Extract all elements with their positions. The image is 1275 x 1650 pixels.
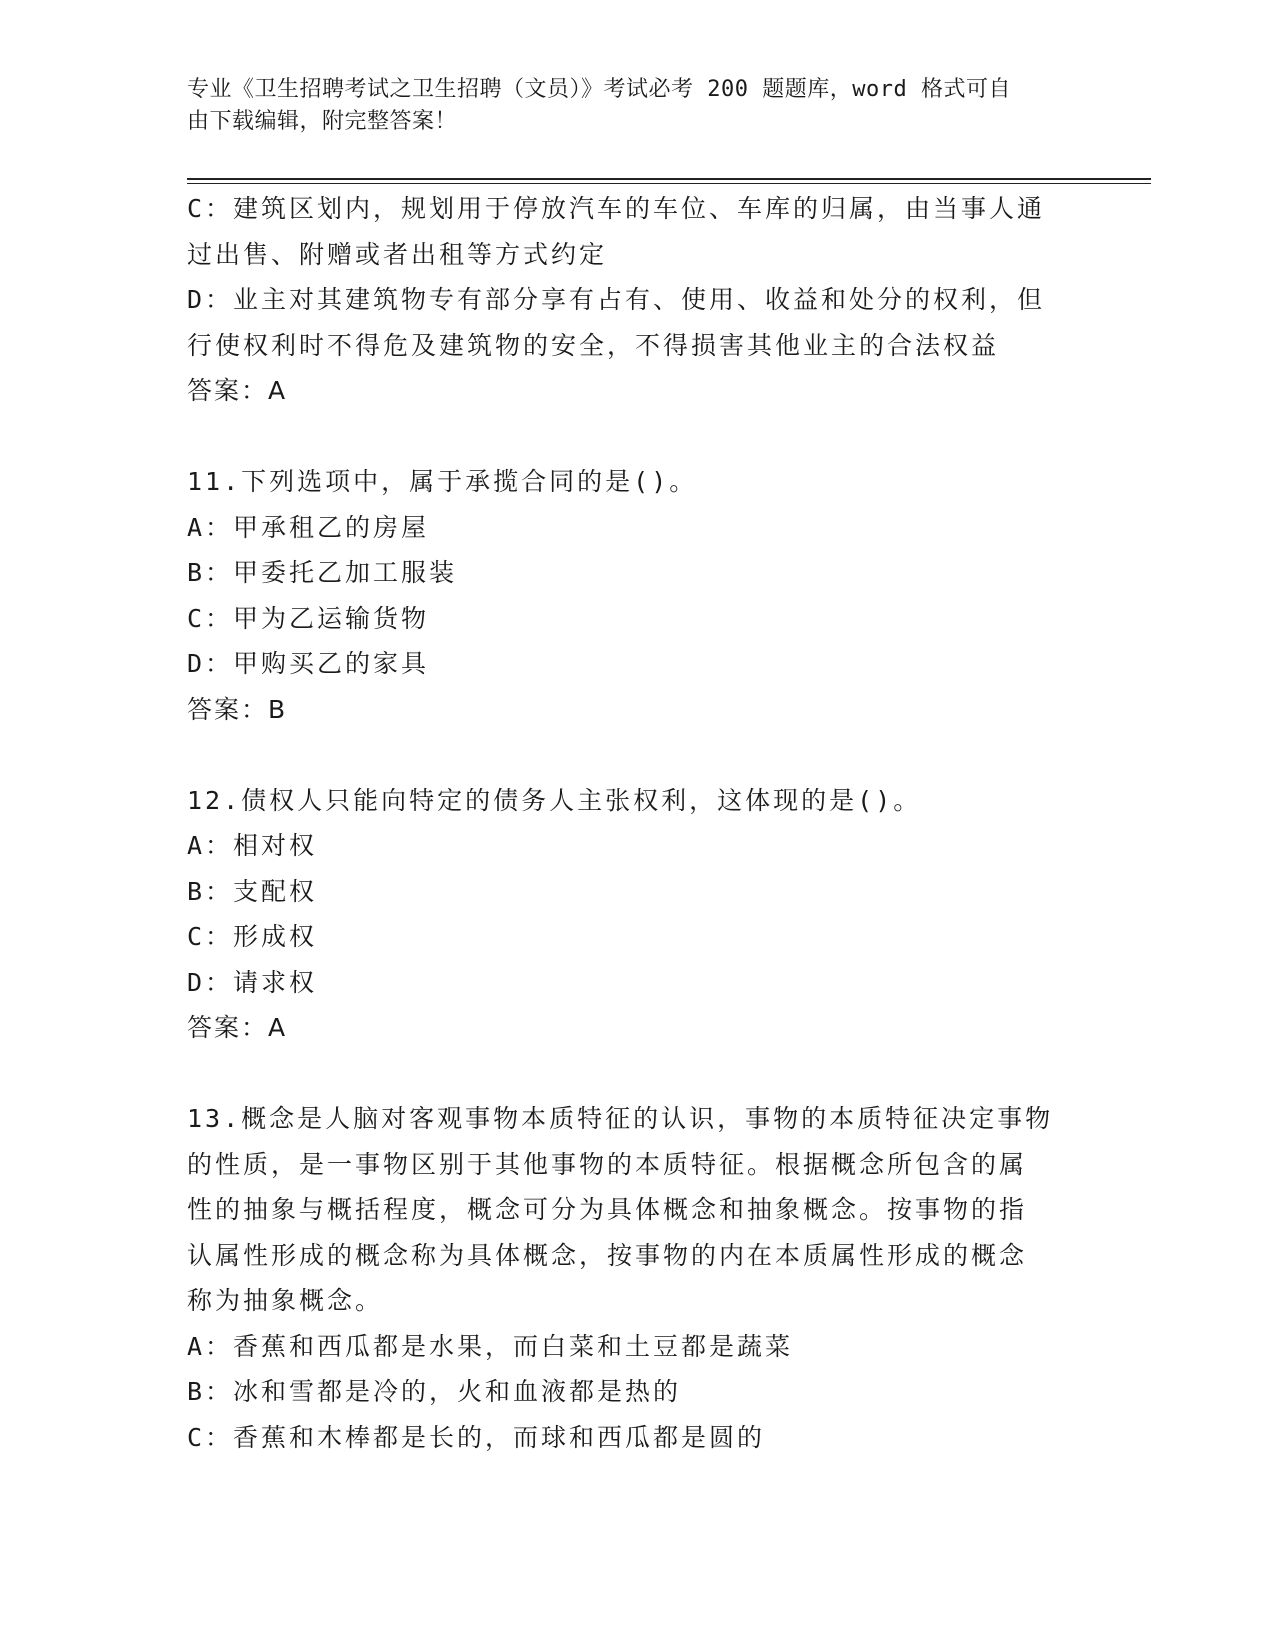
spacer xyxy=(187,1051,1077,1097)
answer-label: 答案：B xyxy=(187,694,288,724)
question-stem-line-4: 认属性形成的概念称为具体概念，按事物的内在本质属性形成的概念 xyxy=(187,1240,1028,1270)
option-c: C：形成权 xyxy=(187,922,318,951)
header-title-line-1: 专业《卫生招聘考试之卫生招聘（文员）》考试必考 200 题题库，word 格式可自 xyxy=(187,77,1011,102)
option-a: A：相对权 xyxy=(187,831,318,860)
spacer xyxy=(187,414,1077,460)
option-d: D：请求权 xyxy=(187,967,318,997)
option-c-line-1: C：建筑区划内，规划用于停放汽车的车位、车库的归属，由当事人通 xyxy=(187,194,1046,223)
question-stem: 12.债权人只能向特定的债务人主张权利，这体现的是()。 xyxy=(187,785,922,815)
option-b: B：冰和雪都是冷的，火和血液都是热的 xyxy=(187,1377,682,1406)
option-c-line-2: 过出售、附赠或者出租等方式约定 xyxy=(187,239,608,269)
answer-label: 答案：A xyxy=(187,376,288,405)
question-stem-line-3: 性的抽象与概括程度，概念可分为具体概念和抽象概念。按事物的指 xyxy=(187,1195,1028,1224)
question-stem-line-2: 的性质，是一事物区别于其他事物的本质特征。根据概念所包含的属 xyxy=(187,1149,1028,1179)
question-stem-line-1: 13.概念是人脑对客观事物本质特征的认识，事物的本质特征决定事物 xyxy=(187,1104,1054,1133)
question-10-tail xyxy=(187,186,1077,414)
question-11 xyxy=(187,459,1077,732)
option-c: C：甲为乙运输货物 xyxy=(187,603,430,633)
answer-label: 答案：A xyxy=(187,1013,288,1042)
header-rule-thick xyxy=(187,178,1151,180)
option-d-line-1: D：业主对其建筑物专有部分享有占有、使用、收益和处分的权利，但 xyxy=(187,285,1046,314)
option-a: A：甲承租乙的房屋 xyxy=(187,512,430,542)
option-d: D：甲购买乙的家具 xyxy=(187,649,430,678)
question-12 xyxy=(187,778,1077,1051)
spacer xyxy=(187,732,1077,778)
question-content xyxy=(187,186,1077,1460)
header-rule-thin xyxy=(187,183,1151,184)
question-stem: 11.下列选项中，属于承揽合同的是()。 xyxy=(187,467,698,496)
option-a: A：香蕉和西瓜都是水果，而白菜和土豆都是蔬菜 xyxy=(187,1331,794,1361)
document-header xyxy=(187,74,1067,138)
option-b: B：甲委托乙加工服装 xyxy=(187,558,458,587)
header-title-line-2: 由下载编辑，附完整答案！ xyxy=(187,109,458,134)
option-b: B：支配权 xyxy=(187,876,318,906)
option-d-line-2: 行使权利时不得危及建筑物的安全，不得损害其他业主的合法权益 xyxy=(187,330,1000,360)
question-13 xyxy=(187,1096,1077,1460)
option-c: C：香蕉和木棒都是长的，而球和西瓜都是圆的 xyxy=(187,1422,766,1452)
question-stem-line-5: 称为抽象概念。 xyxy=(187,1286,384,1315)
